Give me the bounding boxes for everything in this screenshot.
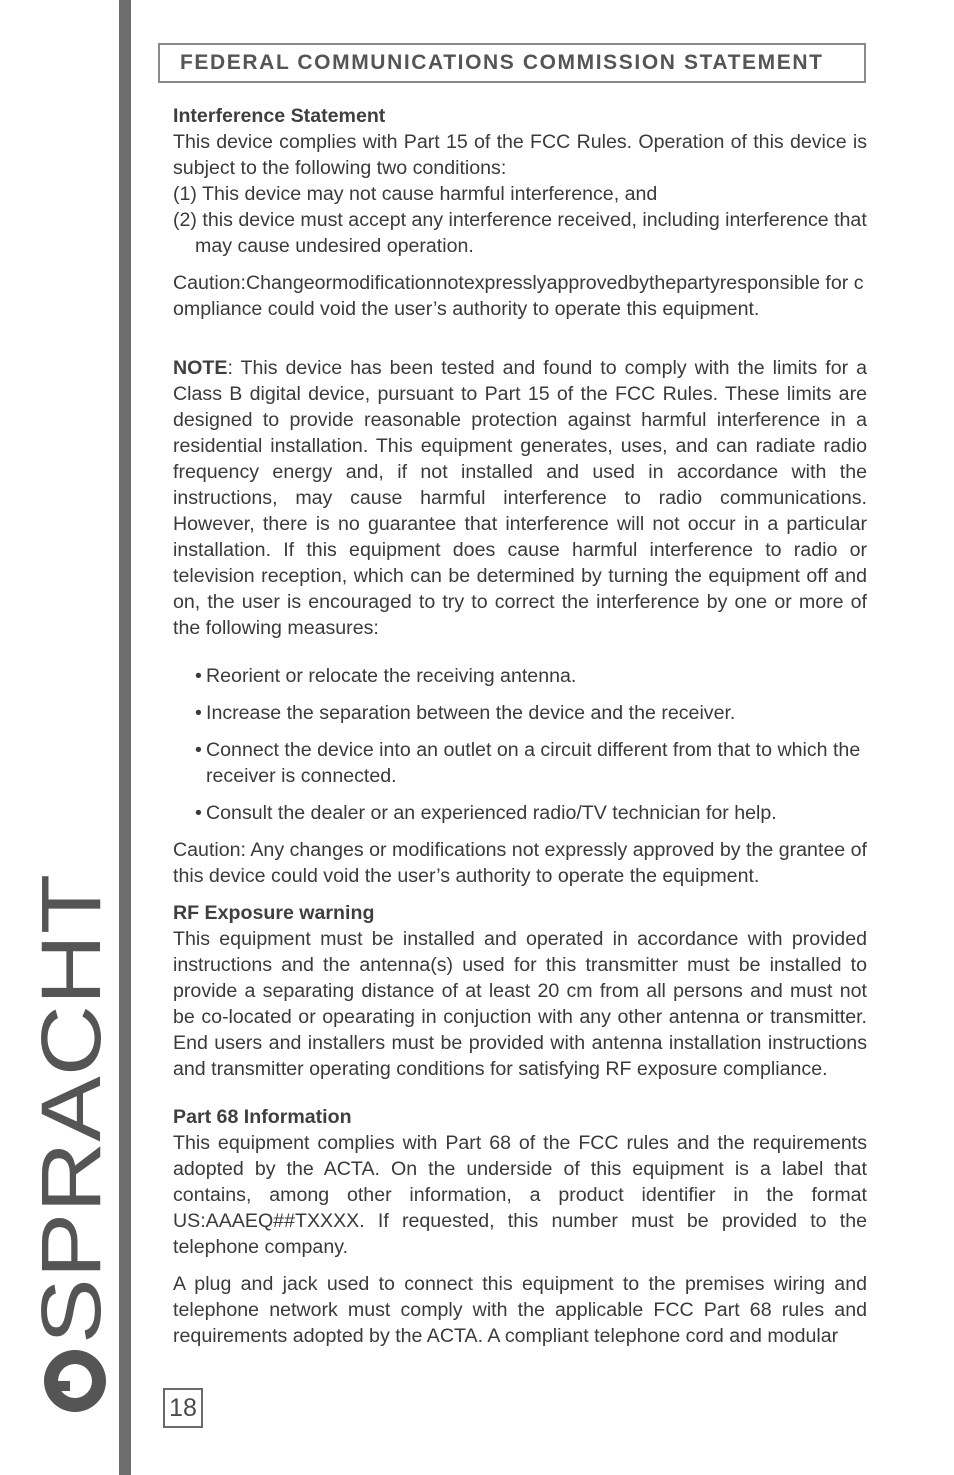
spracht-logo — [24, 866, 118, 1416]
list-item: • Consult the dealer or an experienced radio/TV technician for help. — [195, 800, 867, 826]
measures-list — [173, 663, 867, 826]
interference-heading: Interference Statement — [173, 105, 386, 127]
list-item: • Connect the device into an outlet on a circuit different from that to which the receiver is connected. — [195, 737, 867, 789]
main-content — [173, 103, 867, 1349]
part68-heading: Part 68 Information — [173, 1106, 352, 1128]
note-paragraph — [173, 355, 867, 641]
grantee-caution: Caution: Any changes or modifications not expressly approved by the grantee of this device could void the user’s authority to operate the equipment. — [173, 839, 867, 887]
page-title: FEDERAL COMMUNICATIONS COMMISSION STATEMENT — [180, 51, 824, 74]
side-bar — [119, 0, 131, 1475]
note-text: : This device has been tested and found to comply with the limits for a Class B digital device, pursuant to Part 15 of the FCC Rules. These limits are designed to provide reasonable protection against harmful interference in a residential installation. This equipment generates, uses, and can radiate radio frequency energy and, if not installed and used in accordance with the instructions, may cause harmful interference to radio communications. However, there is no guarantee that interference will not occur in a particular installation. If this equipment does cause harmful interference to radio or television reception, which can be determined by turning the equipment off and on, the user is encouraged to try to correct the interference by one or more of the following measures: — [173, 357, 867, 639]
interference-intro: This device complies with Part 15 of the FCC Rules. Operation of this device is subject to the following two conditions: — [173, 131, 867, 179]
part68-text-2: A plug and jack used to connect this equipment to the premises wiring and telephone network must comply with the applicable FCC Part 68 rules and requirements adopted by the ACTA. A compliant telephone cord and modular — [173, 1273, 867, 1347]
rf-text: This equipment must be installed and operated in accordance with provided instructions and the antenna(s) used for this transmitter must be installed to provide a separating distance of at least 20 cm from all persons and must not be co-located or opearating in conjuction with any other antenna or transmitter. End users and installers must be provided with antenna installation instructions and transmitter operating conditions for satisfying RF exposure compliance. — [173, 928, 867, 1080]
interference-caution: Caution:Changeormodificationnotexpresslyapprovedbythepartyresponsible for compliance could void the user’s authority to operate this equipment. — [173, 272, 864, 320]
logo-wordmark: SPRACHT — [24, 942, 118, 1344]
note-label: NOTE — [173, 357, 228, 379]
condition-2: (2) this device must accept any interference received, including interference that may cause undesired operation. — [173, 209, 867, 257]
list-item: • Reorient or relocate the receiving antenna. — [195, 663, 867, 689]
header-box — [158, 43, 866, 83]
condition-1: (1) This device may not cause harmful interference, and — [173, 183, 658, 205]
list-item: • Increase the separation between the device and the receiver. — [195, 700, 867, 726]
part68-text-1: This equipment complies with Part 68 of the FCC rules and the requirements adopted by the ACTA. On the underside of this equipment is a label that contains, among other information, a product identifier in the format US:AAAEQ##TXXXX. If requested, this number must be provided to the telephone company. — [173, 1132, 867, 1258]
page-number: 18 — [163, 1388, 203, 1428]
rf-heading: RF Exposure warning — [173, 902, 375, 924]
